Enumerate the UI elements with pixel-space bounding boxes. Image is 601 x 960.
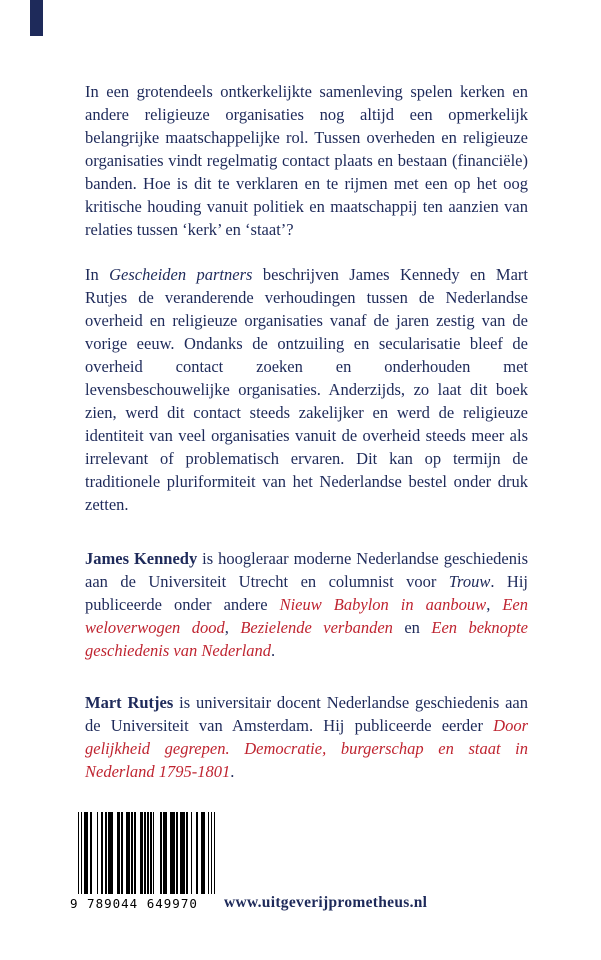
text-segment: is universitair docent Nederlandse geschiedenis aan de Universiteit van Amsterdam. Hij publiceerde eerder [85,693,529,735]
text-segment: Nieuw Babylon in aanbouw [279,595,487,614]
paragraph-author-kennedy [85,547,528,662]
text-segment: beschrijven James Kennedy en Mart Rutjes de veranderende verhoudingen tussen de Nederlandse overheid en religieuze organisaties vanaf de jaren zestig van de vorige eeuw. Ondanks de ontzuiling en secularisatie bleef de overheid contact zoeken en onderhouden met levensbeschouwelijke organisaties. Anderzijds, zo laat dit boek zien, werd dit contact steeds zakelijker en werd de religieuze identiteit van veel organisaties vanuit de overheid steeds meer als irrelevant of problematisch ervaren. Dit kan op termijn de traditionele pluriformiteit van het Nederlandse bestel onder druk zetten. [85,265,529,514]
text-segment: In een grotendeels ontkerkelijkte samenleving spelen kerken en andere religieuze organisaties nog altijd een opmerkelijk belangrijke maatschappelijke rol. Tussen overheden en religieuze organisaties vindt regelmatig contact plaats en bestaan (financiële) banden. Hoe is dit te verklaren en te rijmen met een op het oog kritische houding vanuit politiek en maatschappij ten aanzien van relaties tussen ‘kerk’ en ‘staat’? [85,82,528,239]
text-segment: . [271,641,276,660]
text-segment: is hoogleraar moderne Nederlandse geschiedenis aan de Universiteit Utrecht en columnist voor [85,549,528,591]
text-segment: , [486,595,503,614]
paragraph-book-description [85,263,528,516]
publisher-website: www.uitgeverijprometheus.nl [224,894,428,911]
body-text [85,80,528,805]
spine-color-mark [30,0,43,36]
text-segment: en [392,618,432,637]
text-segment: Een weloverwogen dood [85,595,528,637]
text-segment: James Kennedy [85,549,198,568]
paragraph-author-rutjes [85,691,528,783]
text-segment: Bezielende verbanden [240,618,393,637]
text-segment: Door gelijkheid gegrepen. Democratie, burgerschap en staat in Nederland 1795-1801 [85,716,528,781]
text-segment: Een beknopte geschiedenis van Nederland [85,618,529,660]
isbn-number: 9 789044 649970 [70,896,198,911]
text-segment: Gescheiden partners [109,265,253,284]
barcode [70,812,220,911]
paragraph-intro [85,80,528,241]
text-segment: . [230,762,235,781]
barcode-bar [214,812,215,894]
text-segment: . Hij publiceerde onder andere [85,572,528,614]
text-segment: , [224,618,241,637]
text-segment: Trouw [448,572,491,591]
text-segment: Mart Rutjes [85,693,174,712]
barcode-bars [78,812,220,894]
text-segment: In [85,265,110,284]
